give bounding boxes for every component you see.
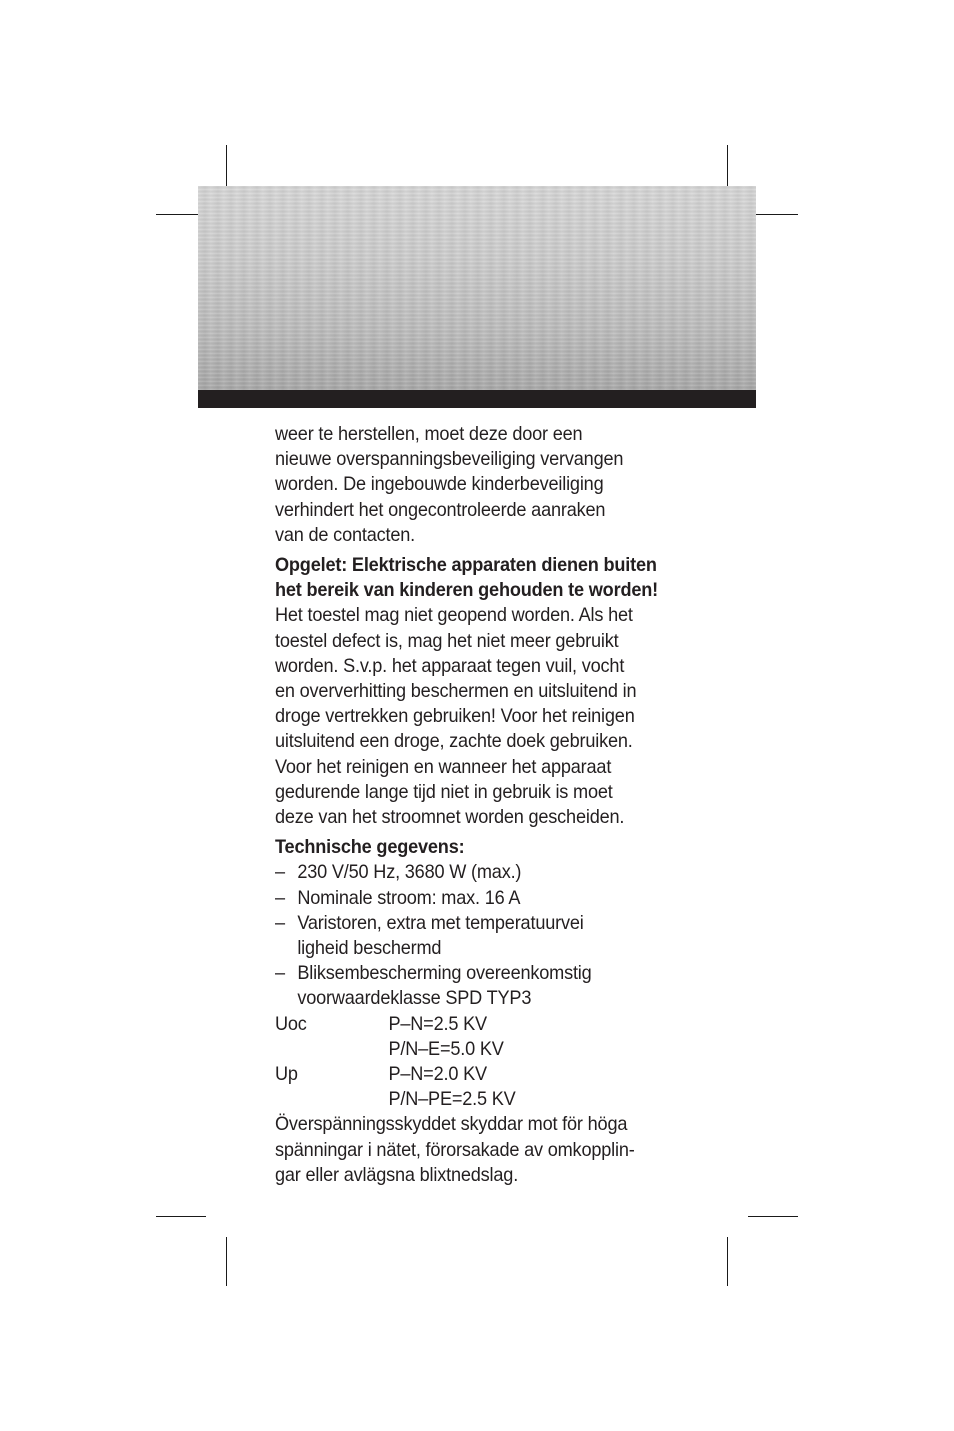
value-value: P/N–E=5.0 KV xyxy=(388,1037,504,1060)
intro-line: nieuwe overspanningsbeveiliging vervangen xyxy=(275,448,624,471)
crop-mark-bottom-left-vertical xyxy=(226,1237,227,1286)
dash-bullet: – xyxy=(275,962,285,985)
warning-line: uitsluitend een droge, zachte doek gebruiken. xyxy=(275,730,633,753)
value-value: P/N–PE=2.5 KV xyxy=(388,1088,516,1111)
banner-bottom-bar xyxy=(198,390,756,408)
intro-paragraph xyxy=(275,422,666,548)
dash-bullet: – xyxy=(275,861,285,884)
dash-bullet: – xyxy=(275,911,285,934)
value-value: P–N=2.5 KV xyxy=(388,1012,487,1035)
warning-line: Het toestel mag niet geopend worden. Als het xyxy=(275,604,633,627)
intro-line: weer te herstellen, moet deze door een xyxy=(275,423,583,445)
warning-line: worden. S.v.p. het apparaat tegen vuil, vocht xyxy=(275,654,625,677)
swedish-line: spänningar i nätet, förorsakade av omkopplin- xyxy=(275,1138,635,1161)
spec-item xyxy=(275,860,666,885)
value-value: P–N=2.0 KV xyxy=(388,1063,487,1086)
value-label xyxy=(275,1037,388,1062)
spec-line: Varistoren, extra met temperatuurvei xyxy=(297,911,584,934)
warning-line: droge vertrekken gebruiken! Voor het reinigen xyxy=(275,705,635,728)
value-row xyxy=(275,1037,666,1062)
spec-line: ligheid beschermd xyxy=(297,937,442,960)
warning-line: en oververhitting beschermen en uitsluitend in xyxy=(275,680,637,703)
intro-line: van de contacten. xyxy=(275,523,416,546)
value-label: Up xyxy=(275,1063,298,1086)
spec-line: 230 V/50 Hz, 3680 W (max.) xyxy=(297,861,522,884)
intro-line: verhindert het ongecontroleerde aanraken xyxy=(275,498,606,521)
manual-text xyxy=(275,422,666,1188)
value-row xyxy=(275,1062,666,1087)
spec-line: Bliksembescherming overeenkomstig xyxy=(297,962,592,985)
specs-values-table xyxy=(275,1012,666,1113)
brushed-metal-banner xyxy=(198,186,756,390)
warning-heading-line: het bereik van kinderen gehouden te worden! xyxy=(275,579,658,602)
warning-heading-line: Opgelet: Elektrische apparaten dienen buiten xyxy=(275,554,657,577)
spec-line: voorwaardeklasse SPD TYP3 xyxy=(297,987,532,1010)
value-label: Uoc xyxy=(275,1012,307,1035)
swedish-line: Överspänningsskyddet skyddar mot för höga xyxy=(275,1113,628,1136)
crop-mark-bottom-right-horizontal xyxy=(748,1216,798,1217)
value-label xyxy=(275,1087,388,1112)
spec-item xyxy=(275,886,666,911)
crop-mark-bottom-right-vertical xyxy=(727,1237,728,1286)
warning-paragraph xyxy=(275,553,666,830)
crop-mark-bottom-left-horizontal xyxy=(156,1216,206,1217)
value-row xyxy=(275,1012,666,1037)
warning-line: gedurende lange tijd niet in gebruik is moet xyxy=(275,780,613,803)
spec-line: Nominale stroom: max. 16 A xyxy=(297,886,521,909)
dash-bullet: – xyxy=(275,886,285,909)
value-row xyxy=(275,1087,666,1112)
swedish-line: gar eller avlägsna blixtnedslag. xyxy=(275,1163,519,1186)
specs-list xyxy=(275,860,666,1011)
spec-item xyxy=(275,961,666,1011)
specs-section xyxy=(275,835,666,1188)
warning-line: deze van het stroomnet worden gescheiden. xyxy=(275,806,625,829)
warning-line: toestel defect is, mag het niet meer gebruikt xyxy=(275,629,619,652)
warning-line: Voor het reinigen en wanneer het apparaat xyxy=(275,755,612,778)
specs-heading: Technische gegevens: xyxy=(275,836,465,859)
spec-item xyxy=(275,911,666,961)
intro-line: worden. De ingebouwde kinderbeveiliging xyxy=(275,473,604,496)
